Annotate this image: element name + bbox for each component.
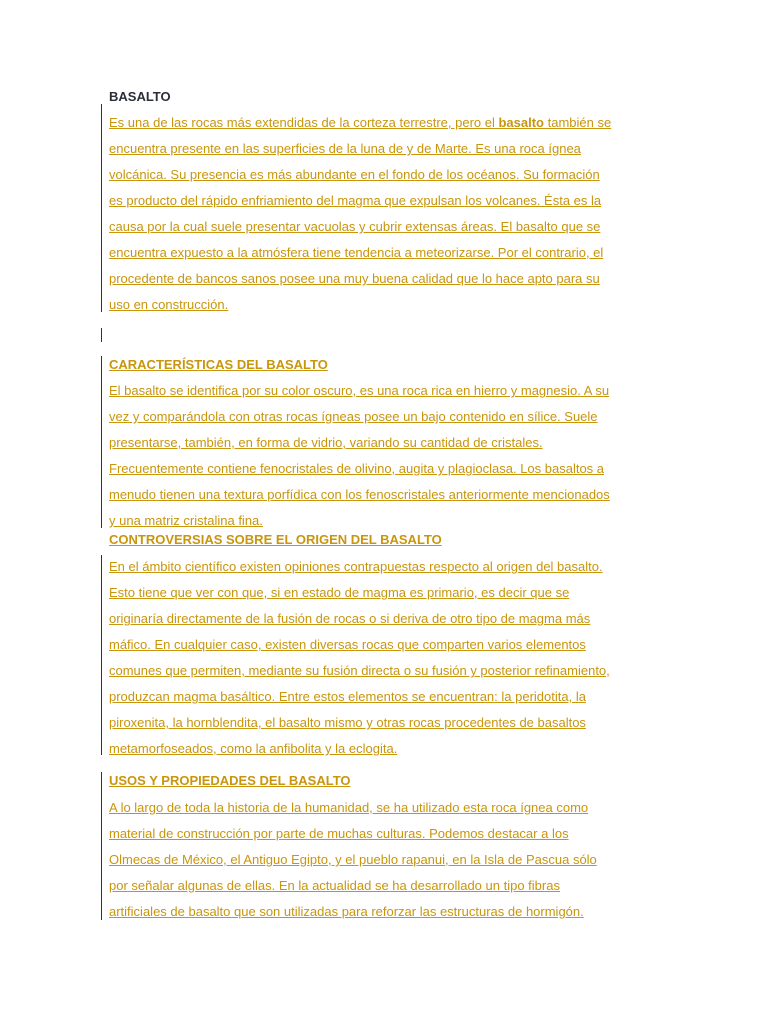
text-line[interactable]: encuentra presente en las superficies de la luna de y de Marte. Es una roca ígnea (109, 141, 581, 156)
section-paragraph-controversias[interactable] (109, 554, 610, 762)
text-line[interactable]: es producto del rápido enfriamiento del magma que expulsan los volcanes. Ésta es la (109, 193, 602, 208)
text-line[interactable]: presentarse, también, en forma de vidrio, variando su cantidad de cristales. (109, 435, 543, 450)
text-line[interactable]: por señalar algunas de ellas. En la actualidad se ha desarrollado un tipo fibras (109, 878, 560, 893)
text-line[interactable]: originaría directamente de la fusión de rocas o si deriva de otro tipo de magma más (109, 611, 591, 626)
text-line[interactable]: y una matriz cristalina fina. (109, 513, 263, 528)
margin-bar (101, 104, 102, 312)
bold-term[interactable]: basalto (498, 115, 544, 130)
text-line[interactable]: metamorfoseados, como la anfibolita y la eclogita. (109, 741, 398, 756)
text-line[interactable]: máfico. En cualquier caso, existen diversas rocas que comparten varios elementos (109, 637, 586, 652)
text-line[interactable]: comunes que permiten, mediante su fusión directa o su fusión y posterior refinamiento, (109, 663, 610, 678)
text-line[interactable]: A lo largo de toda la historia de la humanidad, se ha utilizado esta roca ígnea como (109, 800, 589, 815)
text-line[interactable]: Olmecas de México, el Antiguo Egipto, y el pueblo rapanui, en la Isla de Pascua sólo (109, 852, 597, 867)
margin-bar (101, 772, 102, 920)
text-line[interactable]: Esto tiene que ver con que, si en estado de magma es primario, es decir que se (109, 585, 570, 600)
document-title: BASALTO (109, 89, 171, 104)
section-heading-caracteristicas[interactable]: CARACTERÍSTICAS DEL BASALTO (109, 357, 328, 372)
text-line[interactable]: procedente de bancos sanos posee una muy buena calidad que lo hace apto para su (109, 271, 600, 286)
text-line[interactable]: menudo tienen una textura porfídica con los fenoscristales anteriormente mencionados (109, 487, 610, 502)
section-heading-controversias[interactable]: CONTROVERSIAS SOBRE EL ORIGEN DEL BASALTO (109, 532, 442, 547)
text-line[interactable]: Frecuentemente contiene fenocristales de olivino, augita y plagioclasa. Los basaltos a (109, 461, 605, 476)
text-line[interactable]: En el ámbito científico existen opiniones contrapuestas respecto al origen del basalto. (109, 559, 603, 574)
text-line[interactable]: Es una de las rocas más extendidas de la corteza terrestre, pero el basalto también se (109, 115, 612, 130)
text-line[interactable]: produzcan magma basáltico. Entre estos elementos se encuentran: la peridotita, la (109, 689, 586, 704)
text-line[interactable]: piroxenita, la hornblendita, el basalto mismo y otras rocas procedentes de basaltos (109, 715, 586, 730)
intro-paragraph[interactable] (109, 110, 611, 318)
section-heading-usos[interactable]: USOS Y PROPIEDADES DEL BASALTO (109, 773, 351, 788)
text-line[interactable]: volcánica. Su presencia es más abundante en el fondo de los océanos. Su formación (109, 167, 600, 182)
text-line[interactable]: El basalto se identifica por su color oscuro, es una roca rica en hierro y magnesio. A su (109, 383, 610, 398)
text-line[interactable]: vez y comparándola con otras rocas ígneas posee un bajo contenido en sílice. Suele (109, 409, 598, 424)
section-paragraph-caracteristicas[interactable] (109, 378, 610, 534)
section-paragraph-usos[interactable] (109, 795, 597, 925)
text-line[interactable]: encuentra expuesto a la atmósfera tiene tendencia a meteorizarse. Por el contrario, el (109, 245, 604, 260)
text-line[interactable]: material de construcción por parte de muchas culturas. Podemos destacar a los (109, 826, 569, 841)
margin-bar (101, 356, 102, 528)
margin-bar (101, 555, 102, 755)
text-line[interactable]: uso en construcción. (109, 297, 229, 312)
margin-bar (101, 328, 102, 342)
text-line[interactable]: causa por la cual suele presentar vacuolas y cubrir extensas áreas. El basalto que se (109, 219, 601, 234)
text-line[interactable]: artificiales de basalto que son utilizadas para reforzar las estructuras de hormigón. (109, 904, 584, 919)
